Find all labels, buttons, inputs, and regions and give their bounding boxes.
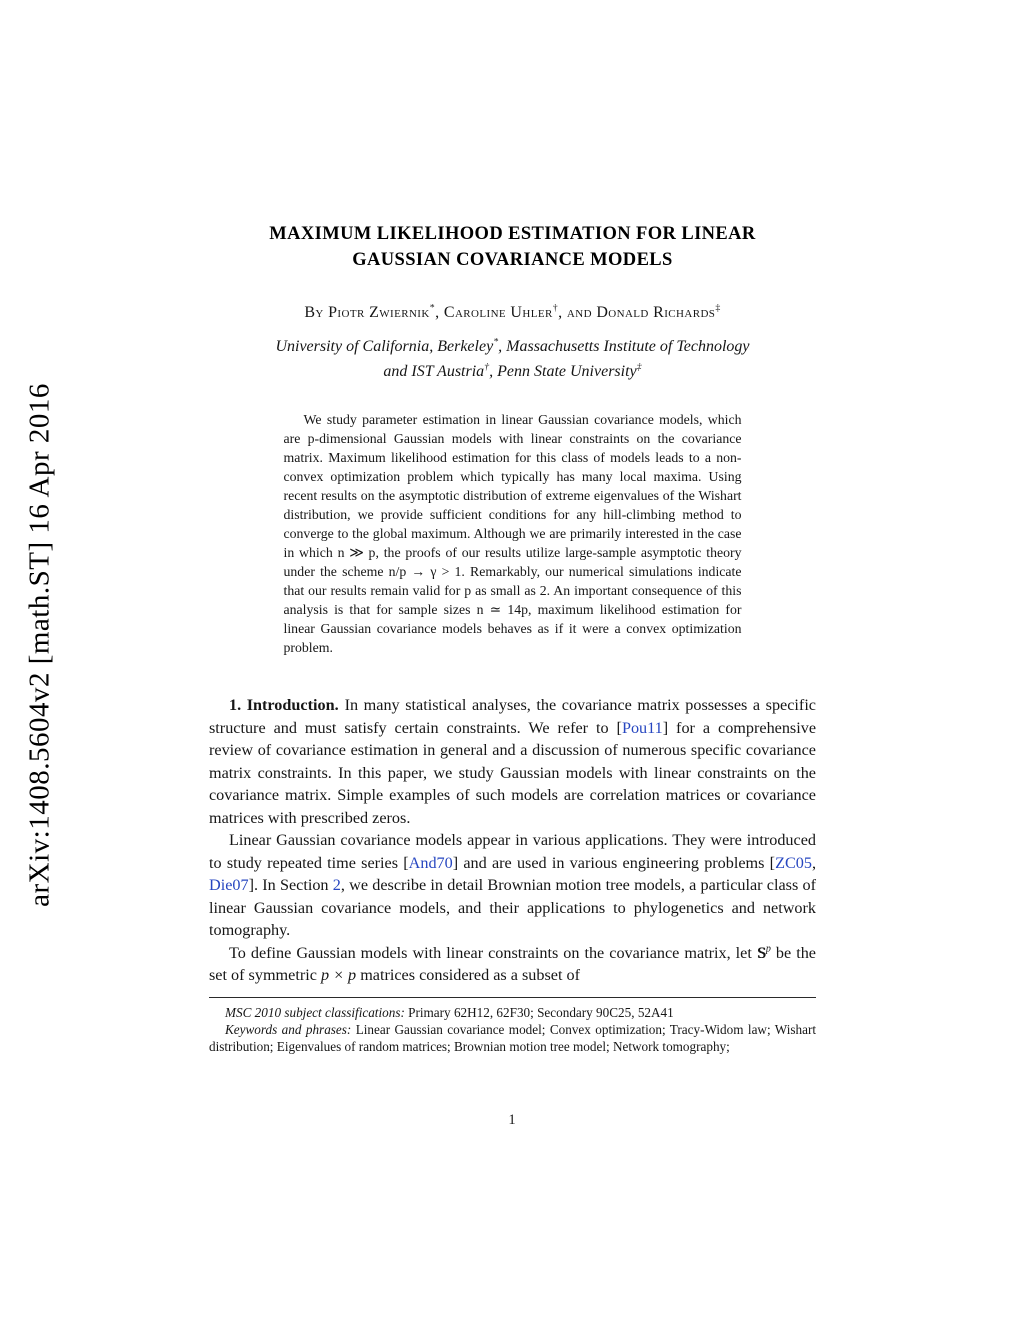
paper-title-line2: GAUSSIAN COVARIANCE MODELS [352, 249, 673, 270]
affiliations [209, 335, 816, 385]
citation-link-zc05[interactable]: ZC05 [775, 853, 812, 872]
paragraph-text: ] and are used in various engineering problems [ [452, 853, 776, 872]
page-number: 1 [508, 1112, 516, 1128]
paper-title [209, 222, 816, 274]
abstract [284, 410, 742, 657]
section-heading: 1. Introduction. [229, 696, 339, 715]
footnote-keywords [209, 1021, 816, 1055]
affiliation-text: , Penn State University [489, 362, 637, 380]
paragraph-text: Linear Gaussian covariance models appear in various applications. They were introduced to study repeated time series [ [209, 831, 816, 872]
math-p-times-p: p × p [320, 966, 357, 985]
intro-paragraph-2 [209, 829, 816, 942]
affiliation-line-2 [209, 360, 816, 385]
footnote-keywords-text: Linear Gaussian covariance model; Convex optimization; Tracy-Widom law; Wishart distribution; Eigenvalues of random matrices; Brownian motion tree model; Network tomography; [209, 1021, 816, 1054]
citation-link-and70[interactable]: And70 [408, 853, 453, 872]
citation-link-die07[interactable]: Die07 [209, 876, 249, 895]
footnote-marker-dagger: † [484, 361, 490, 373]
arxiv-watermark-link[interactable]: arXiv:1408.5604v2 [math.ST] 16 Apr 2016 [23, 383, 56, 907]
author-separator: , and [558, 303, 597, 321]
paragraph-text: ]. In Section [248, 876, 333, 895]
footnote-marker-double-dagger: ‡ [715, 302, 721, 314]
paragraph-text: matrices considered as a subset of [356, 966, 581, 985]
author-separator: , [435, 303, 444, 321]
paragraph-text: , [811, 853, 816, 872]
paragraph-text: , we describe in detail Brownian motion tree models, a particular class of linear Gaussian covariance models, and their applications to phylogenetics and network tomography. [209, 876, 816, 940]
paper-title-line1: MAXIMUM LIKELIHOOD ESTIMATION FOR LINEAR [269, 224, 756, 244]
paragraph-text: To define Gaussian models with linear constraints on the covariance matrix, let [229, 943, 757, 962]
author-2: Caroline Uhler [443, 303, 553, 321]
footnote-marker-asterisk: * [429, 302, 436, 314]
abstract-text: We study parameter estimation in linear Gaussian covariance models, which are p-dimensional Gaussian models with linear constraints on the covariance matrix. Maximum likelihood estimation for this class of models leads to a non-convex optimization problem which typically has many local maxima. Using recent results on the asymptotic distribution of extreme eigenvalues of the Wishart distribution, we provide sufficient conditions for any hill-climbing method to converge to the global maximum. Although we are primarily interested in the case in which n ≫ p, the proofs of our results utilize large-sample asymptotic theory under the scheme n/p → γ > 1. Remarkably, our numerical simulations indicate that our results remain valid for p as small as 2. An important consequence of this analysis is that for sample sizes n ≃ 14p, maximum likelihood estimation for linear Gaussian covariance models behaves as if it were a convex optimization problem. [283, 412, 742, 656]
footnote-msc-text: Primary 62H12, 62F30; Secondary 90C25, 52A41 [404, 1004, 674, 1020]
footnote-msc [209, 1004, 816, 1021]
footnote-marker-double-dagger: ‡ [636, 361, 642, 373]
citation-link-pou11[interactable]: Pou11 [621, 718, 663, 737]
paragraph-text: ] for a comprehensive review of covariance estimation in general and a discussion of numerous specific covariance matrix constraints. In this paper, we study Gaussian models with linear constraints on the covariance matrix. Simple examples of such models are correlation matrices or covariance matrices with prescribed zeros. [209, 718, 817, 827]
footnote-marker-dagger: † [552, 302, 559, 314]
footnote-msc-label: MSC 2010 subject classifications: [225, 1004, 405, 1020]
affiliation-text: University of California, Berkeley [275, 337, 494, 355]
paragraph-text: be the set of symmetric [209, 943, 816, 985]
section-ref-link-2[interactable]: 2 [332, 876, 341, 895]
introduction-section [209, 694, 816, 987]
math-superscript-p: p [765, 943, 771, 955]
intro-paragraph-3 [209, 942, 816, 987]
affiliation-line-1 [209, 335, 816, 360]
author-3: Donald Richards [596, 303, 716, 321]
authors-line [209, 304, 816, 322]
footnote-block [209, 997, 816, 1055]
footnote-marker-asterisk: * [493, 336, 499, 348]
affiliation-text: , Massachusetts Institute of Technology [498, 337, 750, 355]
affiliation-text: and IST Austria [383, 362, 485, 380]
footnote-keywords-label: Keywords and phrases: [225, 1021, 352, 1037]
paper-content [209, 222, 816, 1055]
double-struck-S-symbol: S [756, 943, 766, 962]
author-1: By Piotr Zwiernik [304, 303, 430, 321]
paragraph-text: In many statistical analyses, the covariance matrix possesses a specific structure and must satisfy certain constraints. We refer to [ [209, 696, 816, 737]
intro-paragraph-1 [209, 694, 816, 829]
